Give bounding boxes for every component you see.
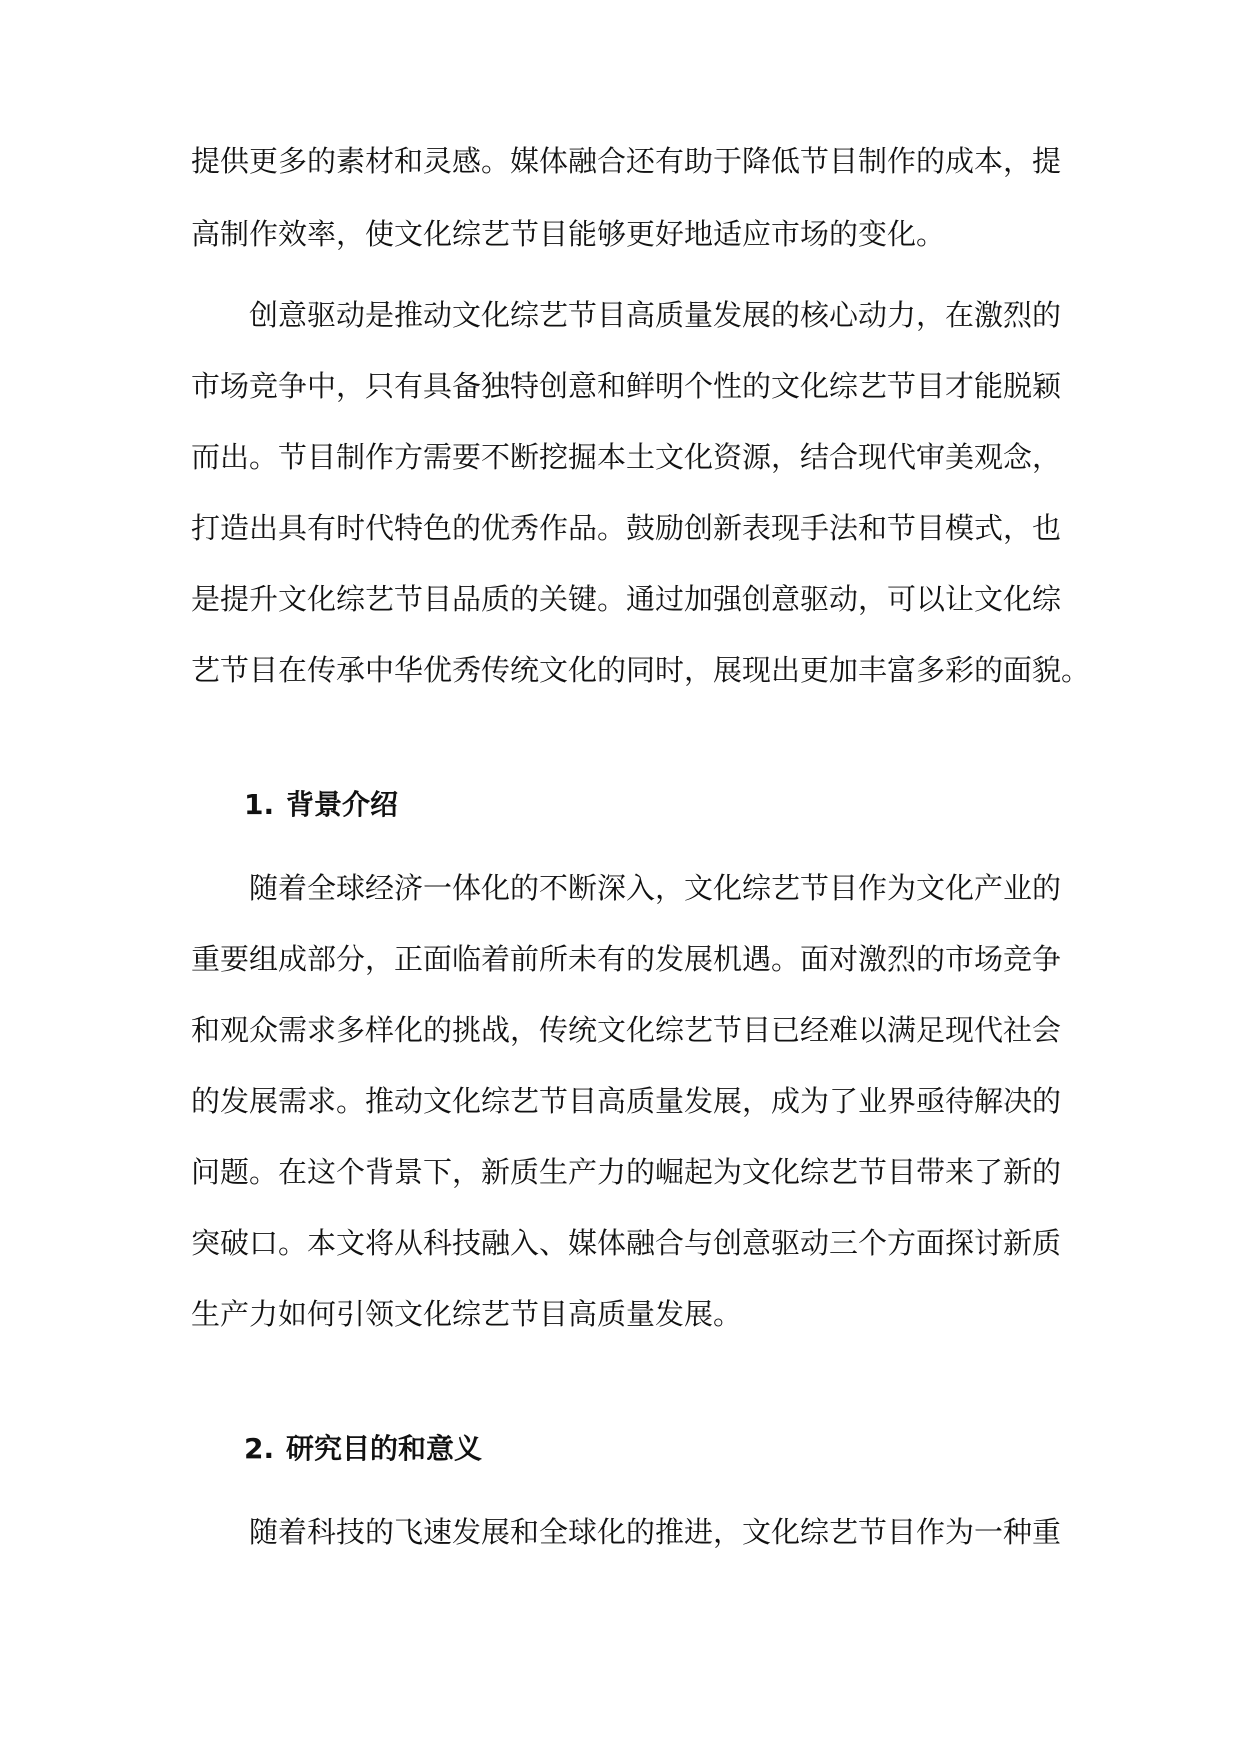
text-line: 艺节目在传承中华优秀传统文化的同时，展现出更加丰富多彩的面貌。 xyxy=(191,653,1091,687)
section-title: 背景介绍 xyxy=(286,788,399,821)
text-line: 重要组成部分，正面临着前所未有的发展机遇。面对激烈的市场竞争 xyxy=(191,942,1062,976)
text-line: 高制作效率，使文化综艺节目能够更好地适应市场的变化。 xyxy=(191,217,946,251)
section-heading-purpose xyxy=(244,1429,482,1469)
text-line: 提供更多的素材和灵感。媒体融合还有助于降低节目制作的成本，提 xyxy=(191,144,1062,178)
text-line: 打造出具有时代特色的优秀作品。鼓励创新表现手法和节目模式，也 xyxy=(191,511,1062,545)
section-number: 1. xyxy=(244,788,275,821)
text-line: 随着科技的飞速发展和全球化的推进，文化综艺节目作为一种重 xyxy=(249,1515,1062,1549)
text-line: 创意驱动是推动文化综艺节目高质量发展的核心动力，在激烈的 xyxy=(249,298,1062,332)
text-line: 和观众需求多样化的挑战，传统文化综艺节目已经难以满足现代社会 xyxy=(191,1013,1062,1047)
text-line: 问题。在这个背景下，新质生产力的崛起为文化综艺节目带来了新的 xyxy=(191,1155,1062,1189)
text-line: 生产力如何引领文化综艺节目高质量发展。 xyxy=(191,1297,743,1331)
text-line: 突破口。本文将从科技融入、媒体融合与创意驱动三个方面探讨新质 xyxy=(191,1226,1062,1260)
text-line: 市场竞争中，只有具备独特创意和鲜明个性的文化综艺节目才能脱颖 xyxy=(191,369,1062,403)
section-heading-background xyxy=(244,785,398,825)
section-number: 2. xyxy=(244,1432,275,1465)
section-title: 研究目的和意义 xyxy=(286,1432,483,1465)
text-line: 随着全球经济一体化的不断深入，文化综艺节目作为文化产业的 xyxy=(249,871,1062,905)
text-line: 而出。节目制作方需要不断挖掘本土文化资源，结合现代审美观念， xyxy=(191,440,1062,474)
text-line: 是提升文化综艺节目品质的关键。通过加强创意驱动，可以让文化综 xyxy=(191,582,1062,616)
text-line: 的发展需求。推动文化综艺节目高质量发展，成为了业界亟待解决的 xyxy=(191,1084,1062,1118)
